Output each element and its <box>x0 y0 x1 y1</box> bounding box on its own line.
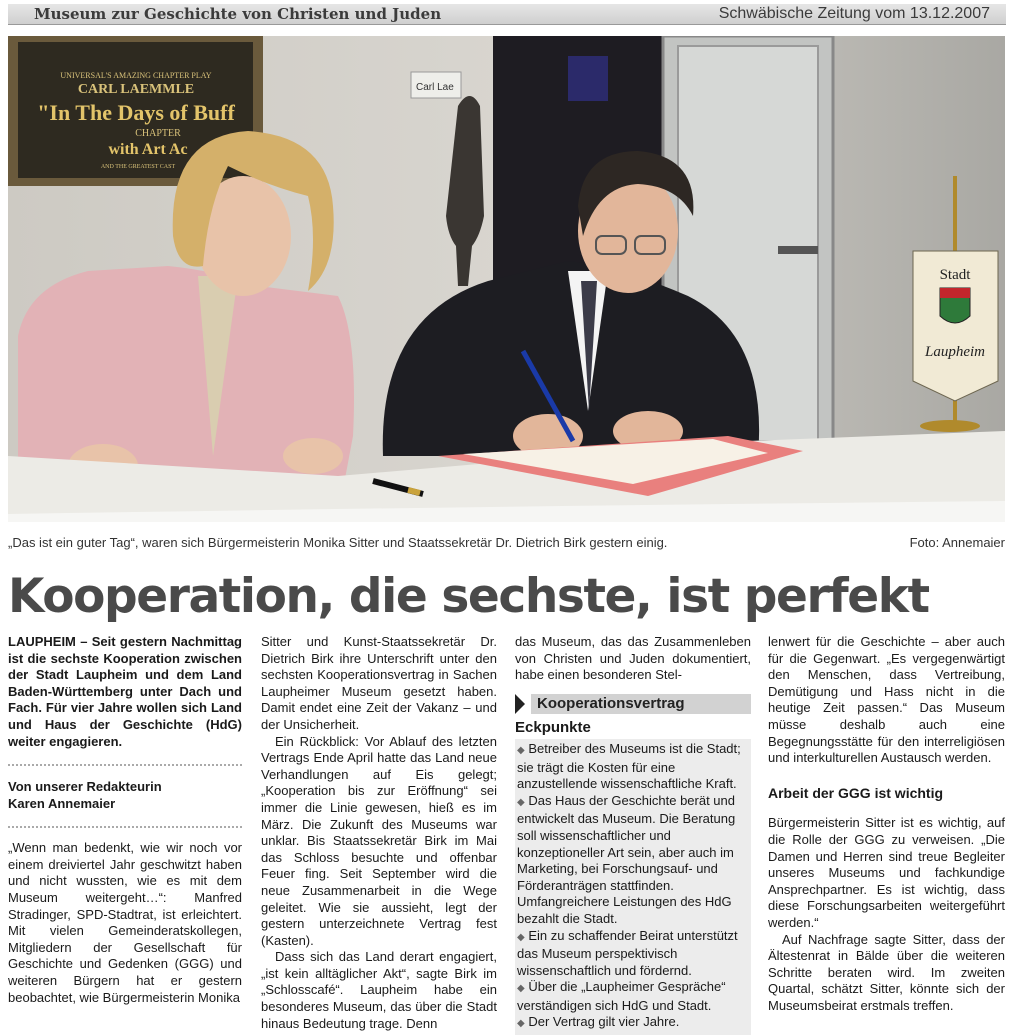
info-box-item-text: Betreiber des Museums ist die Stadt; sie trägt die Kosten für eine anzustellende wissenschaftliche Kraft. <box>517 740 741 792</box>
section-title: Museum zur Geschichte von Christen und Juden <box>34 5 442 23</box>
info-box-subtitle: Eckpunkte <box>515 719 591 737</box>
body-paragraph: Sitter und Kunst-Staatssekretär Dr. Dietrich Birk ihre Unterschrift unter den sechsten Kooperationsvertrag in Sachen Laupheimer Museum gesetzt haben. Damit endet eine Zeit der Vakanz – und der Unsicherheit. <box>261 634 497 732</box>
diamond-icon: ◆ <box>517 983 525 995</box>
poster-text-1: UNIVERSAL'S AMAZING CHAPTER PLAY <box>60 71 212 80</box>
body-paragraph: Bürgermeisterin Sitter ist es wichtig, auf die Rolle der GGG zu verweisen. „Die Damen und Herren sind treue Begleiter unseres Museums und fachkundige Ansprechpartner. Es ist wichtig, dass diese Forschungsarbeiten weitergeführt werden.“ <box>768 815 1005 930</box>
pennant-text-1: Stadt <box>939 267 971 283</box>
article-photo <box>8 36 1005 522</box>
info-box-item <box>517 741 749 793</box>
photo-illustration <box>8 36 1005 522</box>
body-paragraph: Dass sich das Land derart engagiert, „ist kein alltäglicher Akt“, sagte Birk im „Schlosscafé“. Laupheim habe ein besonderes Museum, das über die Stadt hinaus Bedeutung trage. Denn <box>261 949 497 1031</box>
photo-credit: Foto: Annemaier <box>909 535 1005 550</box>
info-box-label: Kooperationsvertrag <box>531 694 751 715</box>
door-sign-text: Carl Lae <box>416 82 454 93</box>
lead-paragraph: LAUPHEIM – Seit gestern Nachmittag ist die sechste Kooperation zwischen der Stadt Laupheim und dem Land Baden-Württemberg unter Dach und Fach. Für vier Jahre wollen sich Land und Haus der Geschichte (HdG) weiter engagieren. <box>8 634 242 749</box>
divider <box>8 764 242 766</box>
info-box-title <box>515 694 751 715</box>
info-box-item <box>517 793 749 928</box>
body-paragraph: das Museum, das das Zusammenleben von Christen und Juden dokumentiert, habe einen besonderen Stel- <box>515 634 751 683</box>
column-4 <box>768 634 1005 1014</box>
divider <box>8 826 242 828</box>
poster-text-3: "In The Days of Buff <box>37 100 235 125</box>
info-box-item <box>517 928 749 980</box>
body-paragraph: Ein Rückblick: Vor Ablauf des letzten Vertrags Ende April hatte das Land neue Verhandlungen auf Eis gelegt; „Kooperation bis zur Eröffnung“ sei immer die Linie gewesen, hieß es im März. Die Zukunft des Museums war unklar. Bis Staatssekretär Birk im Mai das Schloss besuchte und offenbar Feuer fing. Seit September wird die neue Zusammenarbeit in die Wege geleitet. Wie sie aussieht, legt der gestern unterzeichnete Vertrag fest (Kasten). <box>261 733 497 948</box>
poster-text-4: CHAPTER <box>135 128 181 139</box>
diamond-icon: ◆ <box>517 931 525 943</box>
column-3 <box>515 634 751 1035</box>
byline-line-2: Karen Annemaier <box>8 796 116 812</box>
info-box-item <box>517 979 749 1014</box>
source-date: Schwäbische Zeitung vom 13.12.2007 <box>718 5 990 22</box>
byline-line-1: Von unserer Redakteurin <box>8 779 162 795</box>
headline: Kooperation, die sechste, ist perfekt <box>8 569 929 624</box>
body-paragraph: lenwert für die Geschichte – aber auch für die Gegenwart. „Es vergegenwärtigt den Menschen, dass Vertreibung, Demütigung und Hass nicht in die heutige Zeit passen.“ Das Museum müsse deshalb auch eine Begegnungsstätte für den interreligiösen und interkulturellen Austausch werden. <box>768 634 1005 766</box>
info-box-item <box>517 1014 749 1033</box>
info-box-item-text: Über die „Laupheimer Gespräche“ verständigen sich HdG und Stadt. <box>517 979 726 1013</box>
diamond-icon: ◆ <box>517 1018 525 1030</box>
body-paragraph: „Wenn man bedenkt, wie wir noch vor einem dreiviertel Jahr geschwitzt haben und nicht wussten, wie es mit dem Museum weitergeht…“: Manfred Stradinger, SPD-Stadtrat, ist erleichtert. Mit vielen Gemeinderatskollegen, Mitgliedern der Gesellschaft für Geschichte und Gedenken (GGG) und weiteren Bürgern hat er gestern beobachtet, wie Bürgermeisterin Monika <box>8 840 242 1005</box>
body-paragraph: Auf Nachfrage sagte Sitter, dass der Ältestenrat in Bälde über die weiteren Schritte beraten wird. Im zweiten Quartal, schätzt Sitter, könnte sich der Museumsbeirat erstmals treffen. <box>768 931 1005 1013</box>
photo-caption: „Das ist ein guter Tag“, waren sich Bürgermeisterin Monika Sitter und Staatssekretär Dr. Dietrich Birk gestern einig. <box>8 535 668 550</box>
info-box <box>515 739 751 1035</box>
info-box-item-text: Ein zu schaffender Beirat unterstützt das Museum perspektivisch wissenschaftlich und fördernd. <box>517 927 738 978</box>
triangle-icon <box>515 694 525 714</box>
column-1 <box>8 634 242 1006</box>
column-2 <box>261 634 497 1032</box>
poster-text-6: AND THE GREATEST CAST <box>100 164 176 170</box>
diamond-icon: ◆ <box>517 744 525 756</box>
poster-text-5: with Art Ac <box>108 141 188 158</box>
info-box-item-text: Der Vertrag gilt vier Jahre. <box>528 1014 680 1030</box>
poster-text-2: CARL LAEMMLE <box>77 82 195 97</box>
diamond-icon: ◆ <box>517 796 525 808</box>
info-box-item-text: Das Haus der Geschichte berät und entwickelt das Museum. Die Beratung soll wissenschaftlicher und konzeptioneller Art sein, aber auch im Marketing, bei Forschungsauf- und Förderanträgen stattfinden. Umfangreichere Leistungen des HdG bezahlt die Stadt. <box>517 792 736 926</box>
page-header <box>8 4 1006 25</box>
subheading: Arbeit der GGG ist wichtig <box>768 784 944 801</box>
pennant-text-2: Laupheim <box>925 344 985 360</box>
